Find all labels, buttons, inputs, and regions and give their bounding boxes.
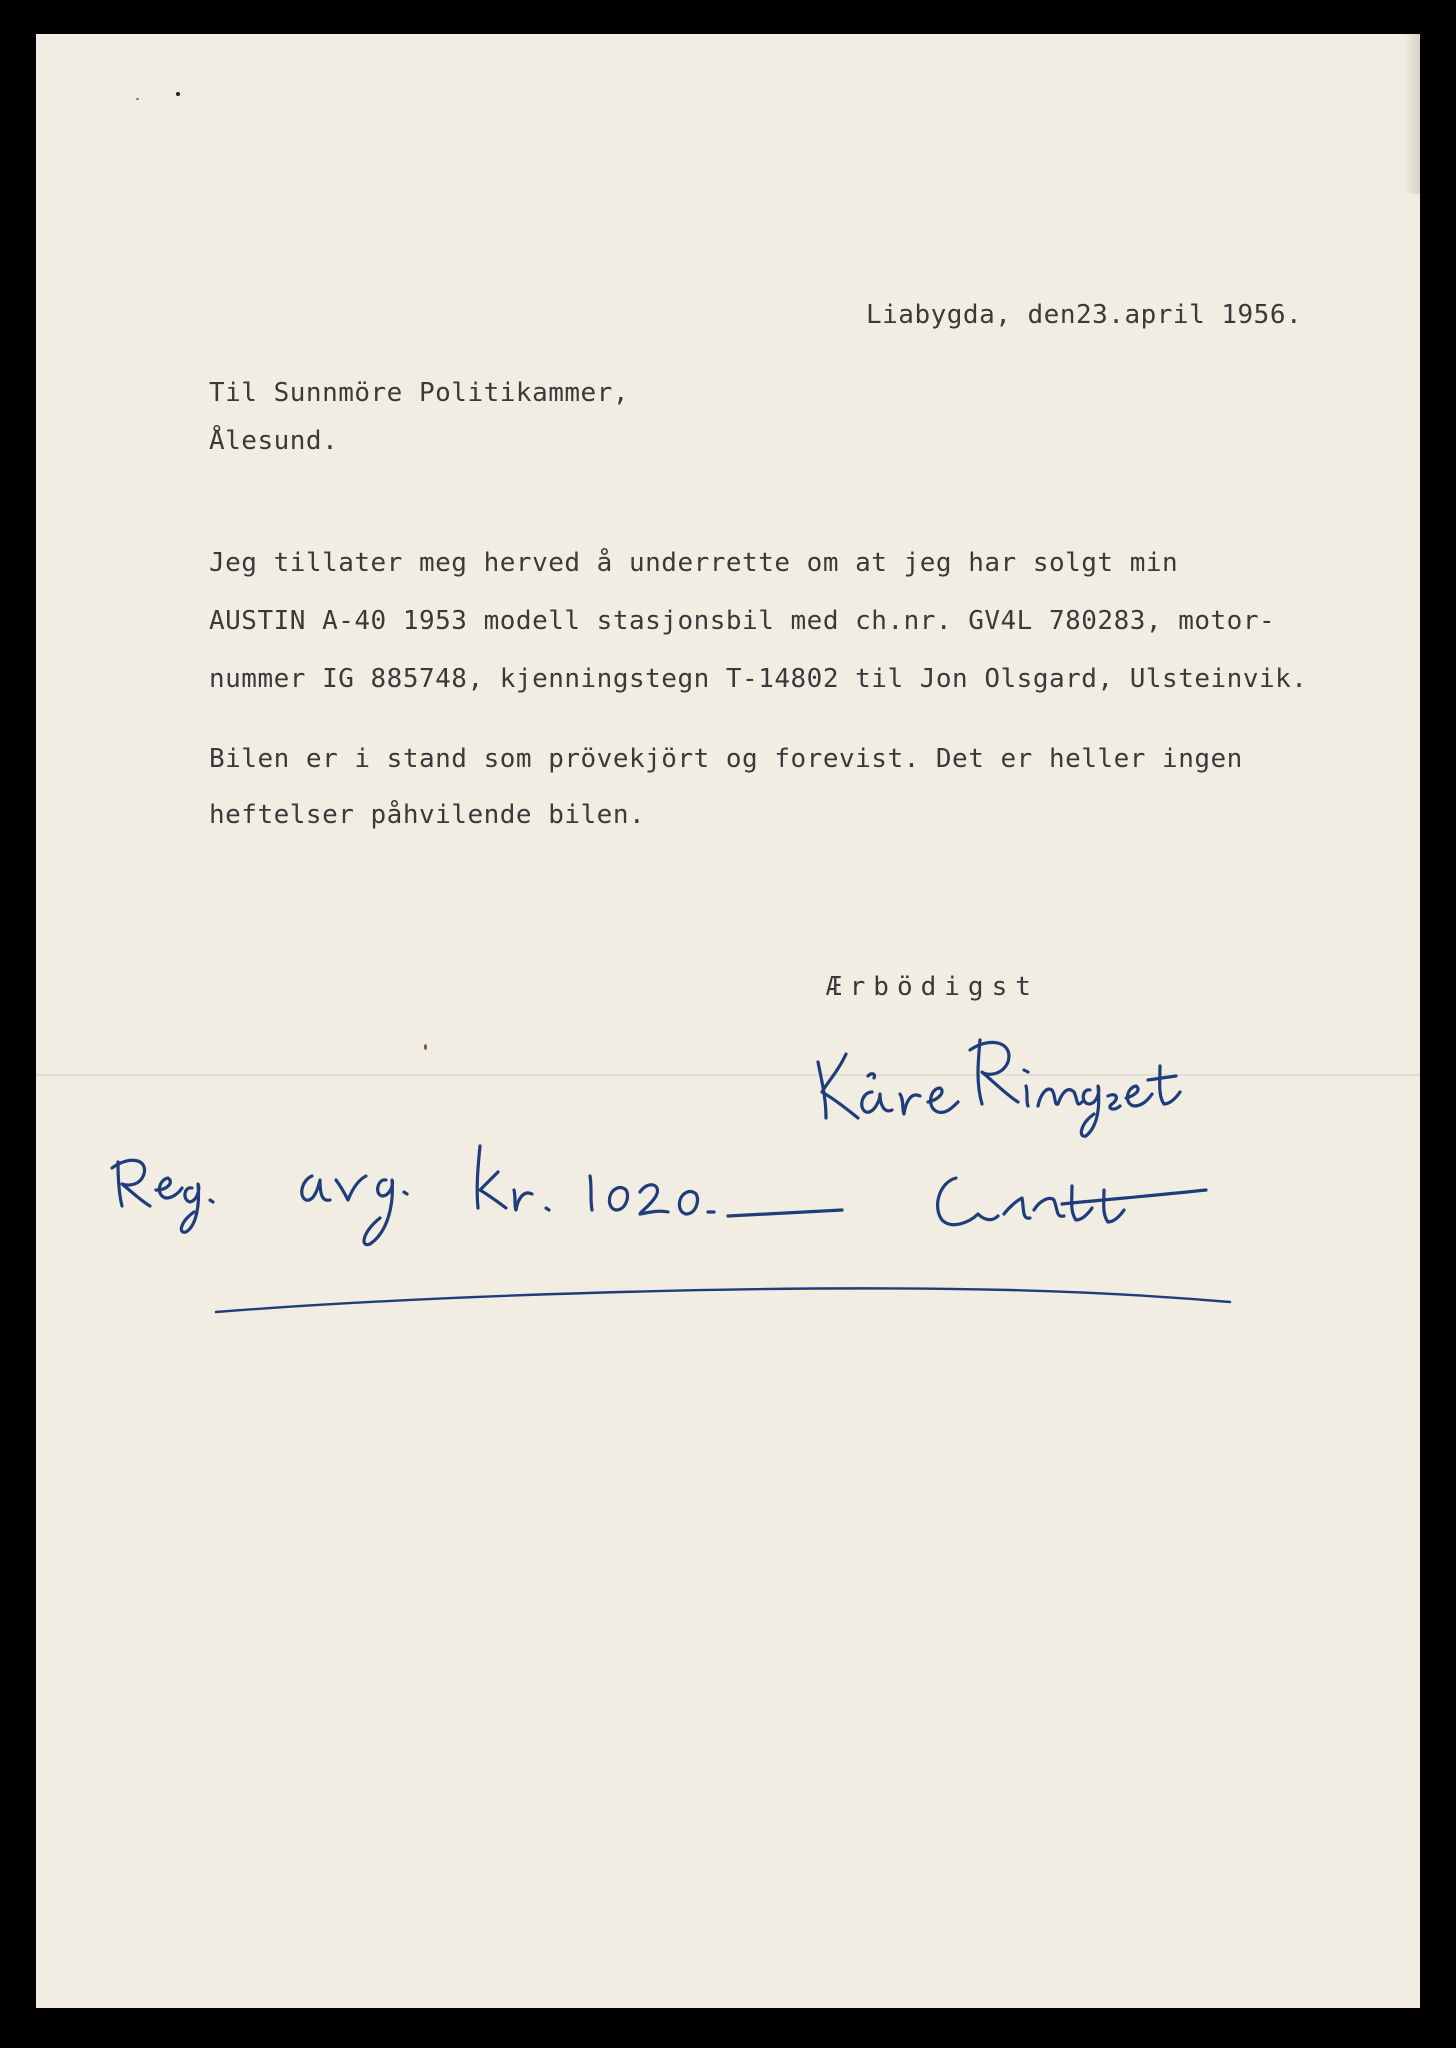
date-line: Liabygda, den23.april 1956. xyxy=(866,300,1303,330)
body-paragraph-1-line-1: Jeg tillater meg herved å underrette om at jeg har solgt min xyxy=(209,548,1179,578)
addressee-line-2: Ålesund. xyxy=(209,426,339,456)
addressee-line-1: Til Sunnmöre Politikammer, xyxy=(209,378,629,408)
closing-salutation: Ærbödigst xyxy=(826,972,1039,1002)
signature-handwritten xyxy=(818,1040,1180,1136)
body-paragraph-2-line-2: heftelser påhvilende bilen. xyxy=(209,800,646,830)
body-paragraph-2-line-1: Bilen er i stand som prövekjört og forevist. Det er heller ingen xyxy=(209,744,1243,774)
registry-note-handwritten xyxy=(112,1146,1230,1312)
body-paragraph-1-line-2: AUSTIN A-40 1953 modell stasjonsbil med ch.nr. GV4L 780283, motor- xyxy=(209,606,1276,636)
body-paragraph-1-line-3: nummer IG 885748, kjenningstegn T-14802 til Jon Olsgard, Ulsteinvik. xyxy=(209,664,1308,694)
